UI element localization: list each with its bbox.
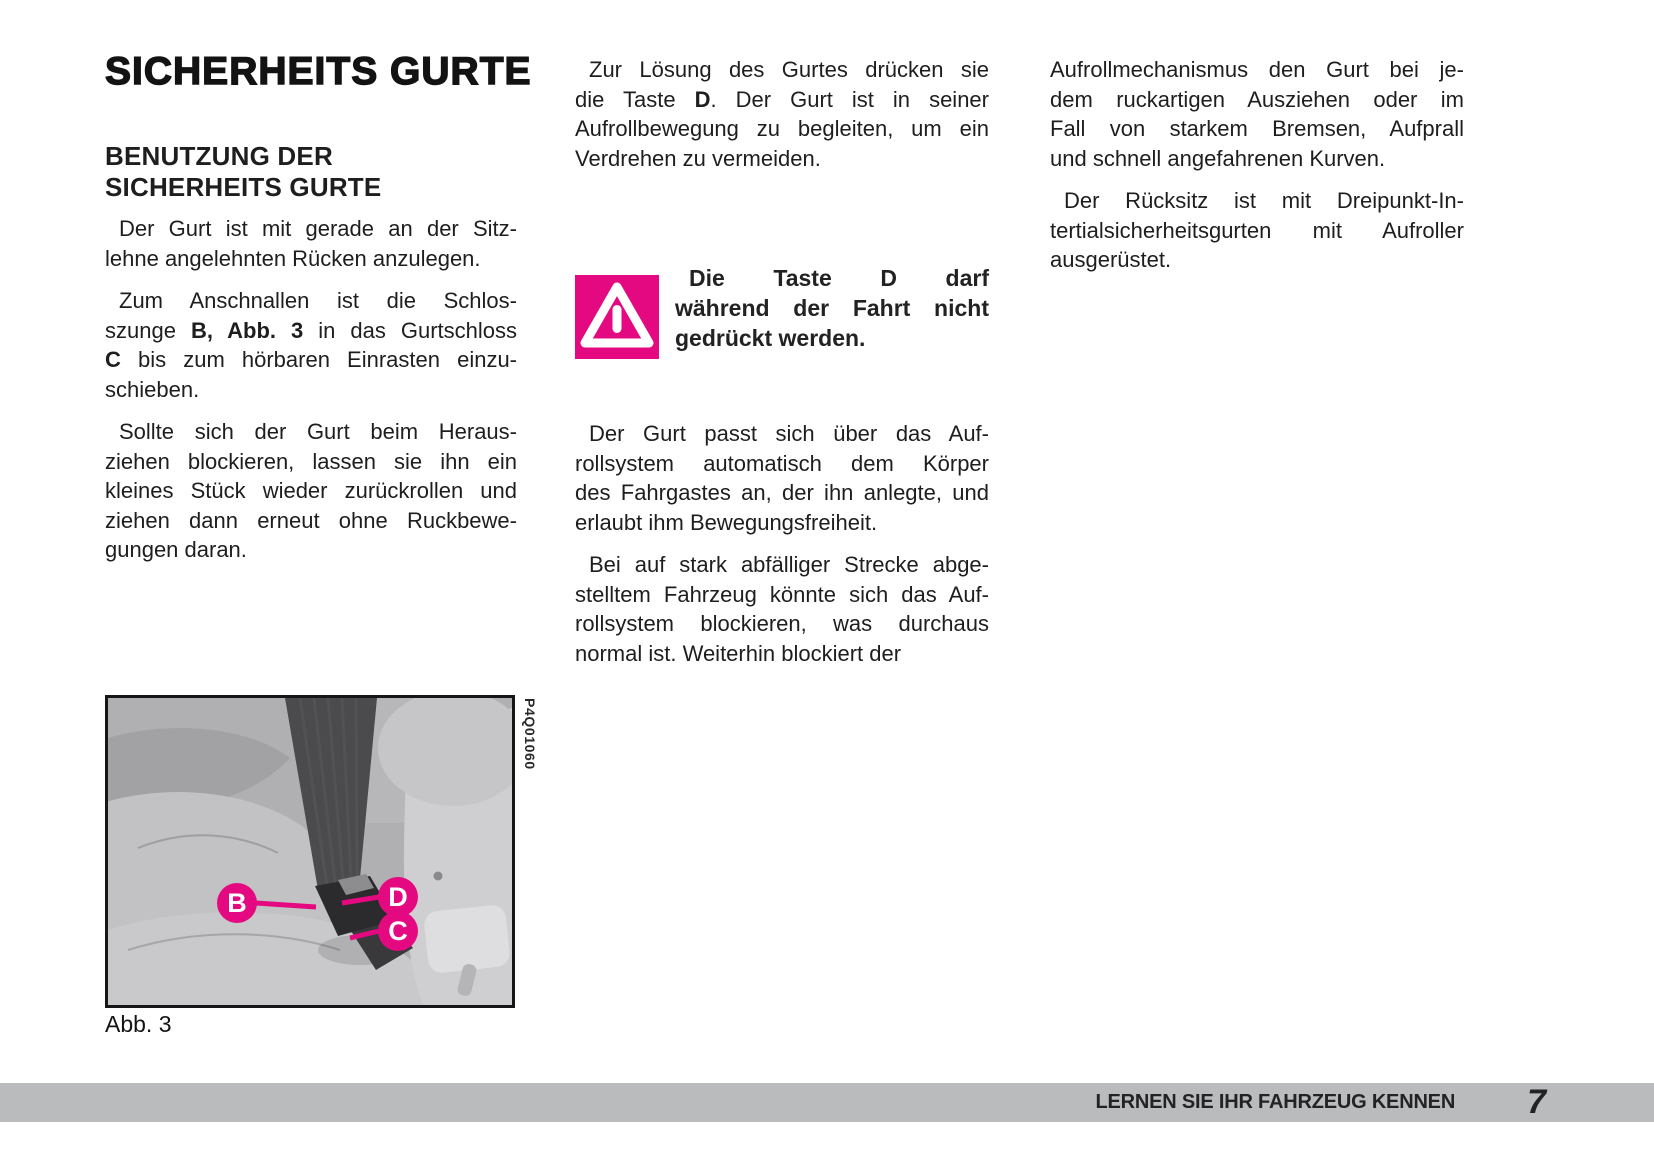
paragraph: Zur Lösung des Gurtes drücken sie die Taste D. Der Gurt ist in seiner Aufrollbewegung zu begleiten, um ein Verdrehen zu vermeiden. xyxy=(575,57,989,171)
paragraph: Bei auf stark abfälliger Strecke abge- stelltem Fahrzeug könnte sich das Auf- rollsystem blockieren, was durchaus normal ist. Weiterhin blockiert der xyxy=(575,552,989,666)
paragraph: Sollte sich der Gurt beim Heraus- ziehen blockieren, lassen sie ihn ein kleines Stück wieder zurückrollen und ziehen dann erneut ohne Ruckbewe- gungen daran. xyxy=(105,419,517,562)
warning-triangle-icon xyxy=(575,275,659,359)
paragraph: Aufrollmechanismus den Gurt bei je- dem ruckartigen Ausziehen oder im Fall von starkem Bremsen, Aufprall und schnell angefahrenen Kurven. xyxy=(1050,57,1464,171)
footer-page-number: 7 xyxy=(1527,1083,1546,1121)
paragraph: Zum Anschnallen ist die Schlos- szunge B, Abb. 3 in das Gurtschloss C bis zum hörbaren Einrasten einzu- schieben. xyxy=(105,288,517,402)
figure-abb3 xyxy=(105,695,515,1008)
paragraph: Der Rücksitz ist mit Dreipunkt-In- tertialsicherheitsgurten mit Aufroller ausgerüstet. xyxy=(1050,188,1464,272)
text-column-2 xyxy=(575,55,989,668)
seatbelt-photo xyxy=(108,698,512,1005)
label-c: C xyxy=(388,916,408,946)
label-b: B xyxy=(227,888,247,918)
figure-caption: Abb. 3 xyxy=(105,1011,172,1037)
text-column-3 xyxy=(1050,55,1464,275)
warning-box xyxy=(575,263,989,359)
figure-code: P4Q01060 xyxy=(522,698,538,770)
page-title: SICHERHEITS GURTE xyxy=(105,50,532,93)
footer-chapter-label: LERNEN SIE IHR FAHRZEUG KENNEN xyxy=(1095,1091,1456,1113)
paragraph: Der Gurt ist mit gerade an der Sitz- lehne angelehnten Rücken anzulegen. xyxy=(105,216,517,271)
footer-bar xyxy=(0,1083,1654,1122)
paragraph: Der Gurt passt sich über das Auf- rollsystem automatisch dem Körper des Fahrgastes an, der ihn anlegte, und erlaubt ihm Bewegungsfreiheit. xyxy=(575,421,989,535)
text-column-1 xyxy=(105,214,517,565)
warning-text: Die Taste D darf während der Fahrt nicht gedrückt werden. xyxy=(675,265,989,351)
section-heading: BENUTZUNG DER SICHERHEITS GURTE xyxy=(105,141,382,202)
label-d: D xyxy=(388,882,408,912)
